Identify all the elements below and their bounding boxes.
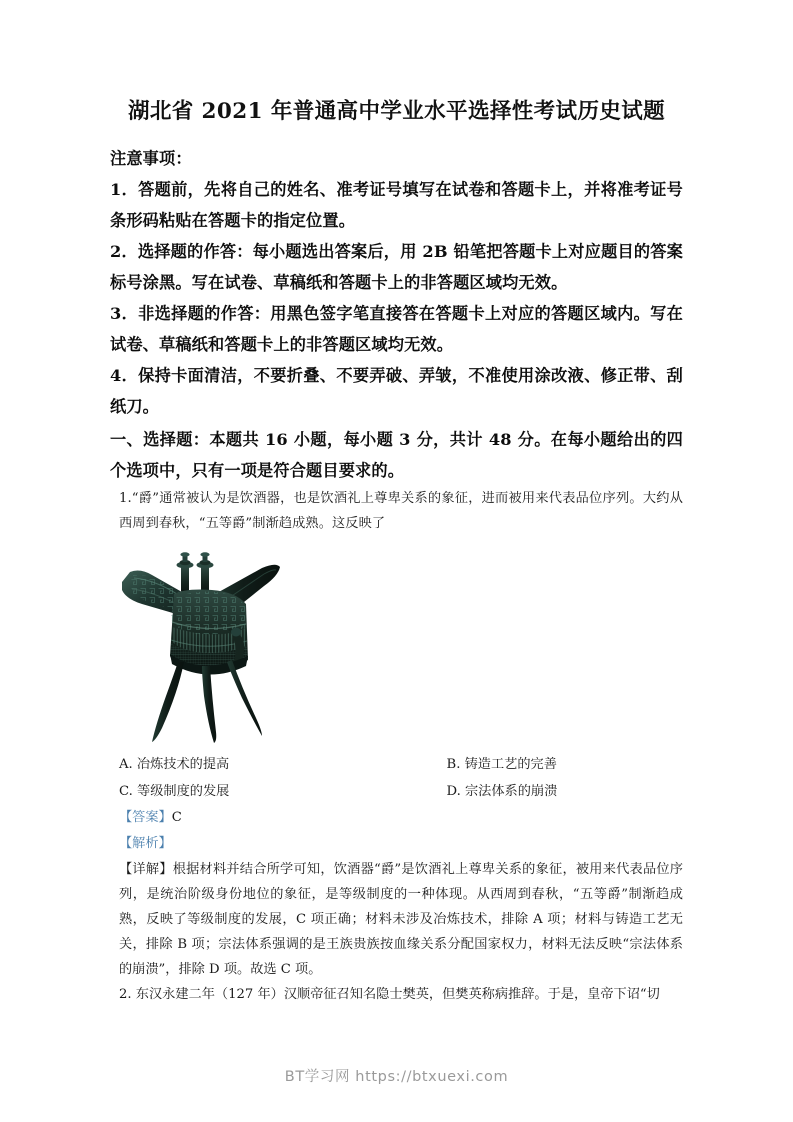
page-content [110,0,683,1007]
option-b-key: B. [446,756,461,772]
analysis-line [110,831,683,857]
bronze-jue-vessel-icon [112,542,294,745]
answer-line [110,805,683,831]
notice-item-3: 3．非选择题的作答：用黑色签字笔直接答在答题卡上对应的答题区域内。写在试卷、草稿纸和答题卡上的非答题区域均无效。 [110,303,683,354]
section-heading-multiple-choice: 一、选择题：本题共 16 小题，每小题 3 分，共计 48 分。在每小题给出的四个选项中，只有一项是符合题目要求的。 [110,429,683,480]
answer-label: 【答案】 [119,809,172,825]
analysis-detail [110,857,683,982]
option-c-key: C. [119,783,133,799]
option-b[interactable] [397,751,684,778]
option-c[interactable] [110,778,397,805]
question-2-stem: 2. 东汉永建二年（127 年）汉顺帝征召知名隐士樊英，但樊英称病推辞。于是，皇帝下诏“切 [119,986,660,1002]
question-1-figure [110,542,683,747]
option-d[interactable] [397,778,684,805]
notice-item-2: 2．选择题的作答：每小题选出答案后，用 2B 铅笔把答题卡上对应题目的答案标号涂黑。写在试卷、草稿纸和答题卡上的非答题区域均无效。 [110,241,683,292]
option-a[interactable] [110,751,397,778]
watermark: BT学习网 https://btxuexi.com [284,1069,509,1085]
option-a-text: 冶炼技术的提高 [136,756,230,772]
option-row-cd [110,778,683,805]
answer-value: C [171,809,182,825]
analysis-label: 【解析】 [119,835,172,851]
option-d-text: 宗法体系的崩溃 [465,783,558,799]
vessel-posts [177,552,214,592]
detail-label: 【详解】 [119,861,173,877]
notice-item-4: 4．保持卡面清洁，不要折叠、不要弄破、弄皱，不准使用涂改液、修正带、刮纸刀。 [110,365,683,416]
option-b-text: 铸造工艺的完善 [464,756,557,772]
detail-text: 根据材料并结合所学可知，饮酒器“爵”是饮酒礼上尊卑关系的象征，被用来代表品位序列，是统治阶级身份地位的象征，是等级制度的一种体现。从西周到春秋，“五等爵”制渐趋成熟，反映了等级制度的发展，C 项正确；材料未涉及冶炼技术，排除 A 项；材料与铸造工艺无关，排除 B 项；宗法体系强调的是王族贵族按血缘关系分配国家权力，材料无法反映“宗法体系的崩溃”，排除 D 项。故选 C 项。 [119,861,683,977]
option-a-key: A. [119,756,133,772]
option-row-ab [110,751,683,778]
notice-block [110,143,683,422]
option-c-text: 等级制度的发展 [137,783,230,799]
question-1-options [110,751,683,805]
notice-item-1: 1．答题前，先将自己的姓名、准考证号填写在试卷和答题卡上，并将准考证号条形码粘贴在答题卡的指定位置。 [110,179,683,230]
option-d-key: D. [446,783,461,799]
question-1-stem: 1.“爵”通常被认为是饮酒器，也是饮酒礼上尊卑关系的象征，进而被用来代表品位序列。大约从西周到春秋，“五等爵”制渐趋成熟。这反映了 [119,490,683,531]
page-title: 湖北省 2021 年普通高中学业水平选择性考试历史试题 [127,99,666,124]
notice-heading: 注意事项： [110,148,192,168]
